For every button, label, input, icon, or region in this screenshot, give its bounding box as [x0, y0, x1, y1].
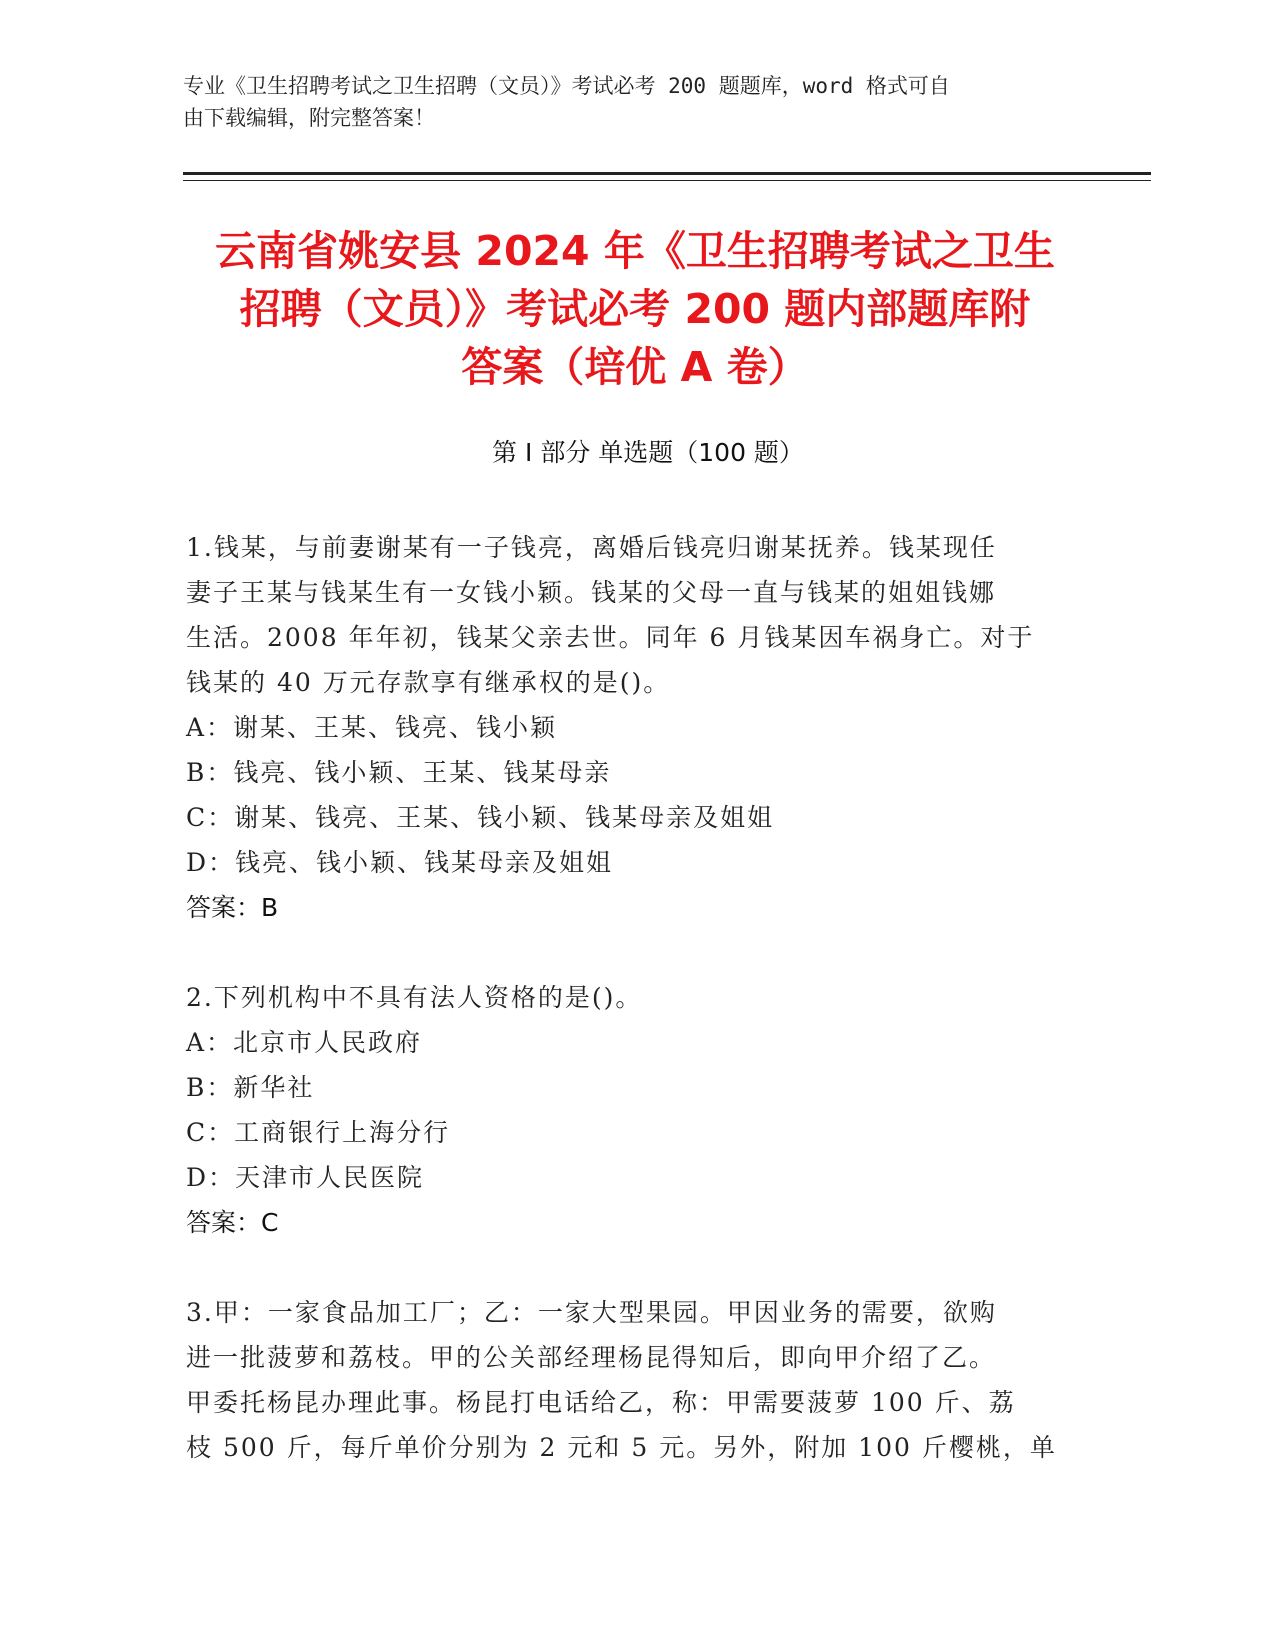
- answer-label: 答案：B: [186, 893, 279, 922]
- title-line: 招聘（文员）》考试必考 200 题内部题库附: [239, 285, 1031, 333]
- header-note: [183, 70, 1063, 134]
- stem-line: 生活。2008 年年初，钱某父亲去世。同年 6 月钱某因车祸身亡。对于: [186, 623, 1035, 652]
- header-note-line: 专业《卫生招聘考试之卫生招聘（文员）》考试必考 200 题题库，word 格式可自: [183, 74, 950, 98]
- question-list: [186, 525, 1066, 1515]
- header-divider-thin: [183, 180, 1151, 181]
- stem-line: 妻子王某与钱某生有一女钱小颖。钱某的父母一直与钱某的姐姐钱娜: [186, 578, 997, 607]
- stem-line: 进一批菠萝和荔枝。甲的公关部经理杨昆得知后，即向甲介绍了乙。: [186, 1343, 997, 1372]
- answer-label: 答案：C: [186, 1208, 279, 1237]
- option-a: A：北京市人民政府: [186, 1028, 423, 1057]
- stem-line: 2.下列机构中不具有法人资格的是()。: [186, 983, 643, 1012]
- question-2: [186, 975, 1066, 1245]
- question-3: [186, 1290, 1066, 1470]
- option-b: B：新华社: [186, 1073, 315, 1102]
- question-stem: [186, 1290, 1066, 1470]
- option-a: A：谢某、王某、钱亮、钱小颖: [186, 713, 558, 742]
- stem-line: 枝 500 斤，每斤单价分别为 2 元和 5 元。另外，附加 100 斤樱桃，单: [186, 1433, 1057, 1462]
- document-title: [170, 222, 1100, 396]
- stem-line: 钱某的 40 万元存款享有继承权的是()。: [186, 668, 671, 697]
- option-d: D：天津市人民医院: [186, 1163, 425, 1192]
- stem-line: 3.甲：一家食品加工厂；乙：一家大型果园。甲因业务的需要，欲购: [186, 1298, 997, 1327]
- option-b: B：钱亮、钱小颖、王某、钱某母亲: [186, 758, 612, 787]
- title-line: 云南省姚安县 2024 年《卫生招聘考试之卫生: [215, 227, 1055, 275]
- title-line: 答案（培优 A 卷）: [461, 343, 809, 391]
- header-divider-thick: [183, 172, 1151, 175]
- stem-line: 甲委托杨昆办理此事。杨昆打电话给乙，称：甲需要菠萝 100 斤、荔: [186, 1388, 1016, 1417]
- header-note-line: 由下载编辑，附完整答案！: [183, 106, 435, 130]
- question-stem: [186, 975, 1066, 1020]
- stem-line: 1.钱某，与前妻谢某有一子钱亮，离婚后钱亮归谢某抚养。钱某现任: [186, 533, 997, 562]
- option-c: C：工商银行上海分行: [186, 1118, 451, 1147]
- question-1: [186, 525, 1066, 930]
- option-c: C：谢某、钱亮、王某、钱小颖、钱某母亲及姐姐: [186, 803, 775, 832]
- question-stem: [186, 525, 1066, 705]
- option-d: D：钱亮、钱小颖、钱某母亲及姐姐: [186, 848, 614, 877]
- section-title: 第 I 部分 单选题（100 题）: [492, 438, 804, 467]
